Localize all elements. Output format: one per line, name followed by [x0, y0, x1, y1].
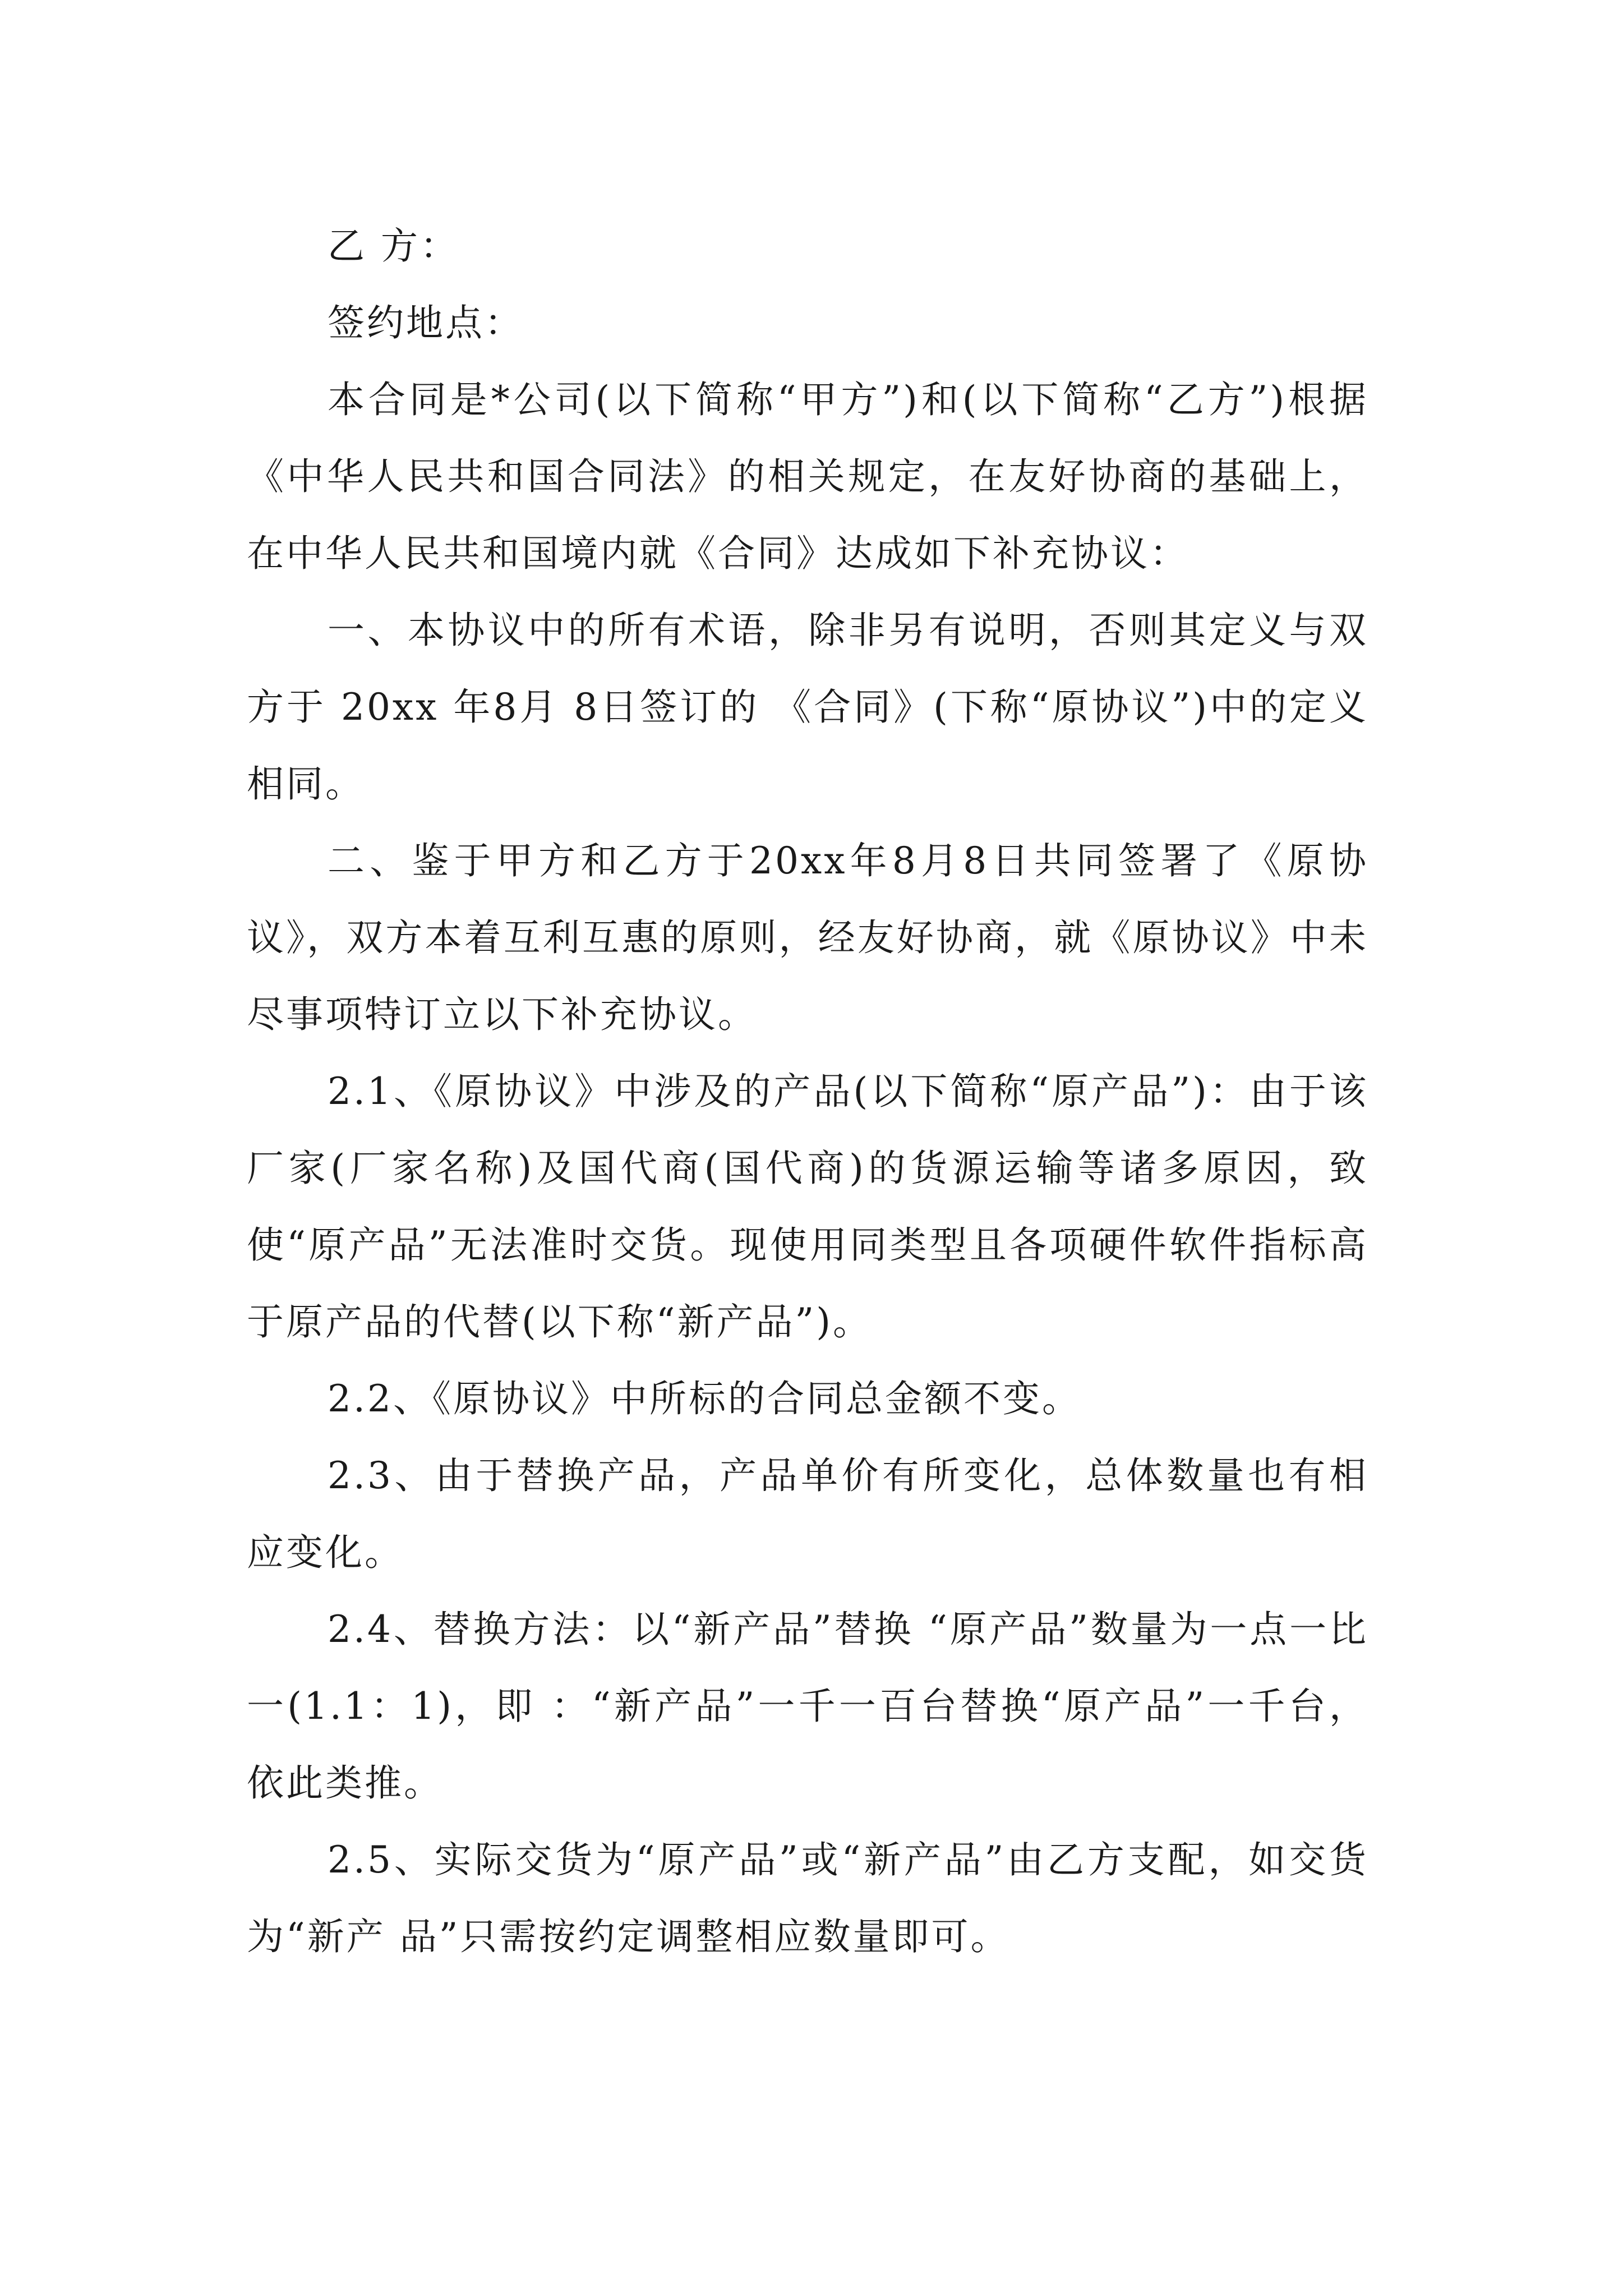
signing-place-line: 签约地点： [328, 301, 524, 344]
clause-2-4: 2.4、替换方法：以“新产品”替换 “原产品”数量为一点一比一(1.1：1)，即 ：“新产品”一千一百台替换“原产品”一千台，依此类推。 [247, 1608, 1368, 1805]
clause-2-2: 2.2、《原协议》中所标的合同总金额不变。 [328, 1377, 1081, 1420]
intro-paragraph: 本合同是*公司(以下简称“甲方”)和(以下简称“乙方”)根据《中华人民共和国合同法》的相关规定，在友好协商的基础上，在中华人民共和国境内就《合同》达成如下补充协议： [247, 378, 1368, 575]
clause-2: 二、鉴于甲方和乙方于20xx年8月8日共同签署了《原协议》，双方本着互利互惠的原则，经友好协商，就《原协议》中未尽事项特订立以下补充协议。 [247, 839, 1368, 1036]
clause-2-5: 2.5、实际交货为“原产品”或“新产品”由乙方支配，如交货为“新产 品”只需按约定调整相应数量即可。 [247, 1838, 1368, 1958]
document-body [247, 208, 1368, 1975]
clause-1: 一、本协议中的所有术语，除非另有说明，否则其定义与双方于 20xx 年8月 8日签订的 《合同》(下称“原协议”)中的定义相同。 [247, 609, 1368, 806]
clause-2-3: 2.3、由于替换产品，产品单价有所变化，总体数量也有相应变化。 [247, 1454, 1368, 1574]
party-b-line: 乙 方： [328, 224, 459, 268]
clause-2-1: 2.1、《原协议》中涉及的产品(以下简称“原产品”)：由于该厂家(厂家名称)及国代商(国代商)的货源运输等诸多原因，致使“原产品”无法准时交货。现使用同类型且各项硬件软件指标高于原产品的代替(以下称“新产品”)。 [247, 1070, 1368, 1343]
